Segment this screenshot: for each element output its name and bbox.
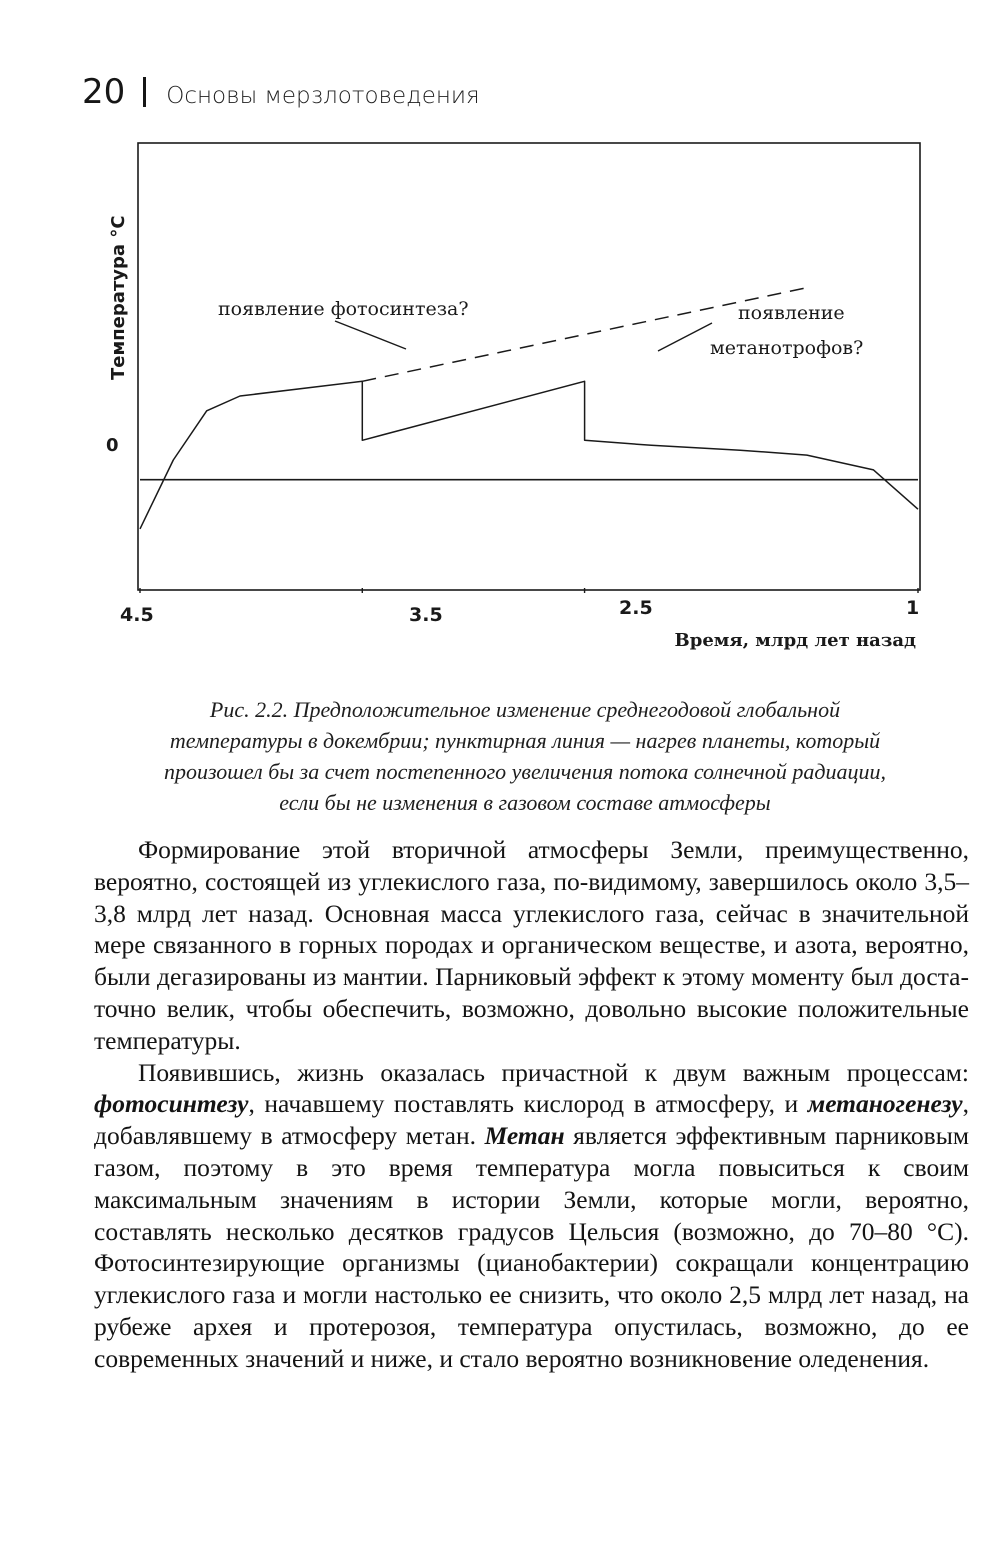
- paragraph-2: [94, 1057, 969, 1375]
- body-text: [94, 834, 969, 1375]
- y-tick-label-0: 0: [106, 435, 119, 456]
- figure-caption: [90, 694, 960, 818]
- x-tick-label-3.5: 3.5: [409, 604, 443, 626]
- book-title: Основы мерзлотоведения: [166, 83, 480, 109]
- p2-text-d: является эффективным парниковым газом, поэтому в это время температура могла повыситься к своим максимальным значениям в истории Земли, которые могли, вероятно, составлять несколько десятков градусов Цельсия (возможно, до 70–80 °С). Фотосинтезирующие организмы (цианобактерии) сокращали концентрацию углекислого газа и могли настолько ее снизить, что около 2,5 млрд лет назад, на рубеже архея и протерозоя, температура опустилась, возможно, до ее современных значений и ниже, и стало вероятно возникновение оледенения.: [94, 1121, 969, 1373]
- methanotrophs-leader-line: [658, 323, 712, 351]
- p2-text-b: , начавшему поставлять кислород в атмосферу, и: [248, 1089, 808, 1119]
- paragraph-1: Формирование этой вторичной атмосферы Земли, преимущественно, вероятно, состоящей из углекислого газа, по-видимому, завершилось около 3,5–3,8 млрд лет назад. Основная масса углекислого газа, сейчас в значительной мере связанного в горных породах и органическом веществе, и азота, вероятно, были дегазированы из мантии. Парниковый эффект к этому моменту был достаточно велик, чтобы обеспечить, возможно, довольно высокие положительные температуры.: [94, 835, 969, 1055]
- annotation-methanotrophs-line1: появление: [738, 302, 845, 324]
- x-tick-label-4.5: 4.5: [120, 604, 154, 626]
- temperature-chart: [100, 135, 930, 665]
- caption-line-1: Рис. 2.2. Предположительное изменение среднегодовой глобальной: [209, 697, 841, 722]
- page-number: 20: [82, 72, 126, 112]
- x-axis-label: Время, млрд лет назад: [674, 630, 916, 651]
- header-separator: [143, 77, 146, 107]
- temperature-curve: [140, 381, 918, 529]
- caption-line-3: произошел бы за счет постепенного увеличения потока солнечной радиации,: [163, 759, 887, 784]
- term-methanogenesis: метаногенезу: [807, 1089, 963, 1119]
- p2-text-a: Появившись, жизнь оказалась причастной к двум важным процессам:: [138, 1057, 969, 1087]
- annotation-methanotrophs-line2: метанотрофов?: [710, 337, 864, 359]
- annotation-photosynthesis: появление фотосинтеза?: [218, 298, 469, 320]
- caption-line-2: температуры в докембрии; пунктирная линия — нагрев планеты, который: [169, 728, 881, 753]
- plot-frame: [138, 143, 920, 590]
- y-axis-label: Температура °С: [108, 215, 129, 380]
- x-tick-label-2.5: 2.5: [619, 597, 653, 619]
- term-methane: Метан: [484, 1121, 565, 1151]
- caption-line-4: если бы не изменения в газовом составе атмосферы: [279, 790, 771, 815]
- photosynthesis-leader-line: [335, 321, 406, 349]
- x-tick-label-1: 1: [906, 597, 920, 619]
- term-photosynthesis: фотосинтезу: [94, 1089, 249, 1119]
- running-head: [82, 72, 480, 112]
- p2-text-c: , добавлявшему в атмосферу метан.: [94, 1089, 969, 1151]
